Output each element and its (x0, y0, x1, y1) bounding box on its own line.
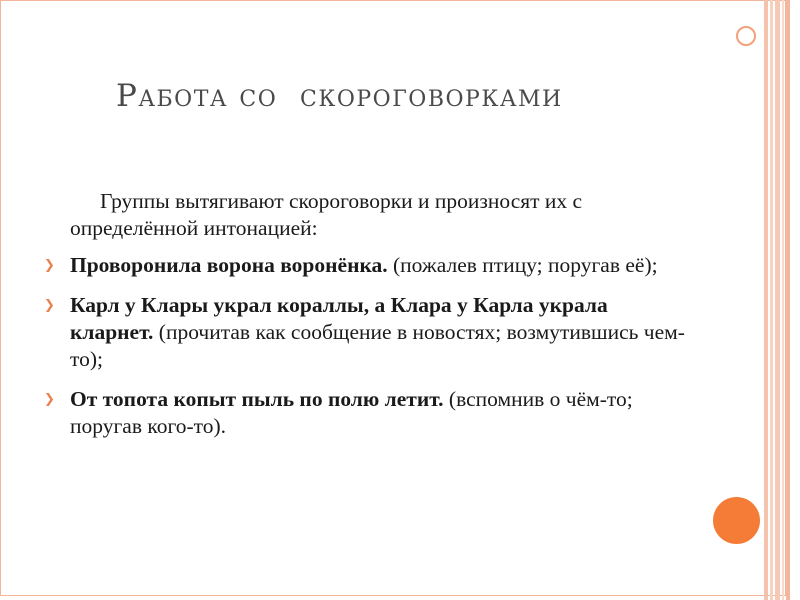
decorative-stripe (786, 0, 790, 600)
decorative-stripe (764, 0, 768, 600)
decorative-stripe (782, 0, 784, 600)
decorative-stripe (770, 0, 773, 600)
list-item (32, 252, 692, 279)
chevron-right-icon: ❯ (44, 258, 55, 273)
intro-text (32, 188, 692, 242)
intro-line: определённой интонацией: (70, 216, 318, 240)
intro-line: Группы вытягивают скороговорки и произносят их с (100, 189, 583, 213)
intonation-note: (прочитав как сообщение в новостях; возмутившись чем-то); (70, 320, 685, 371)
intonation-note: (пожалев птицу; поругав её); (387, 253, 658, 277)
decorative-stripe (775, 0, 780, 600)
tongue-twister-text: Карл у Клары украл кораллы, а Клара у Карла украла кларнет. (70, 293, 608, 344)
tongue-twister-text: От топота копыт пыль по полю летит. (70, 387, 444, 411)
tongue-twister-text: Проворонила ворона воронёнка. (70, 253, 388, 277)
list-item (32, 386, 692, 440)
slide-content (32, 188, 692, 453)
chevron-right-icon: ❯ (44, 392, 55, 407)
circle-icon (713, 497, 760, 544)
ring-icon (736, 26, 756, 46)
list-item (32, 292, 692, 373)
intonation-note: (вспомнив о чём-то; поругав кого-то). (70, 387, 633, 438)
chevron-right-icon: ❯ (44, 298, 55, 313)
slide-title: Работа со скороговорками (116, 78, 563, 114)
